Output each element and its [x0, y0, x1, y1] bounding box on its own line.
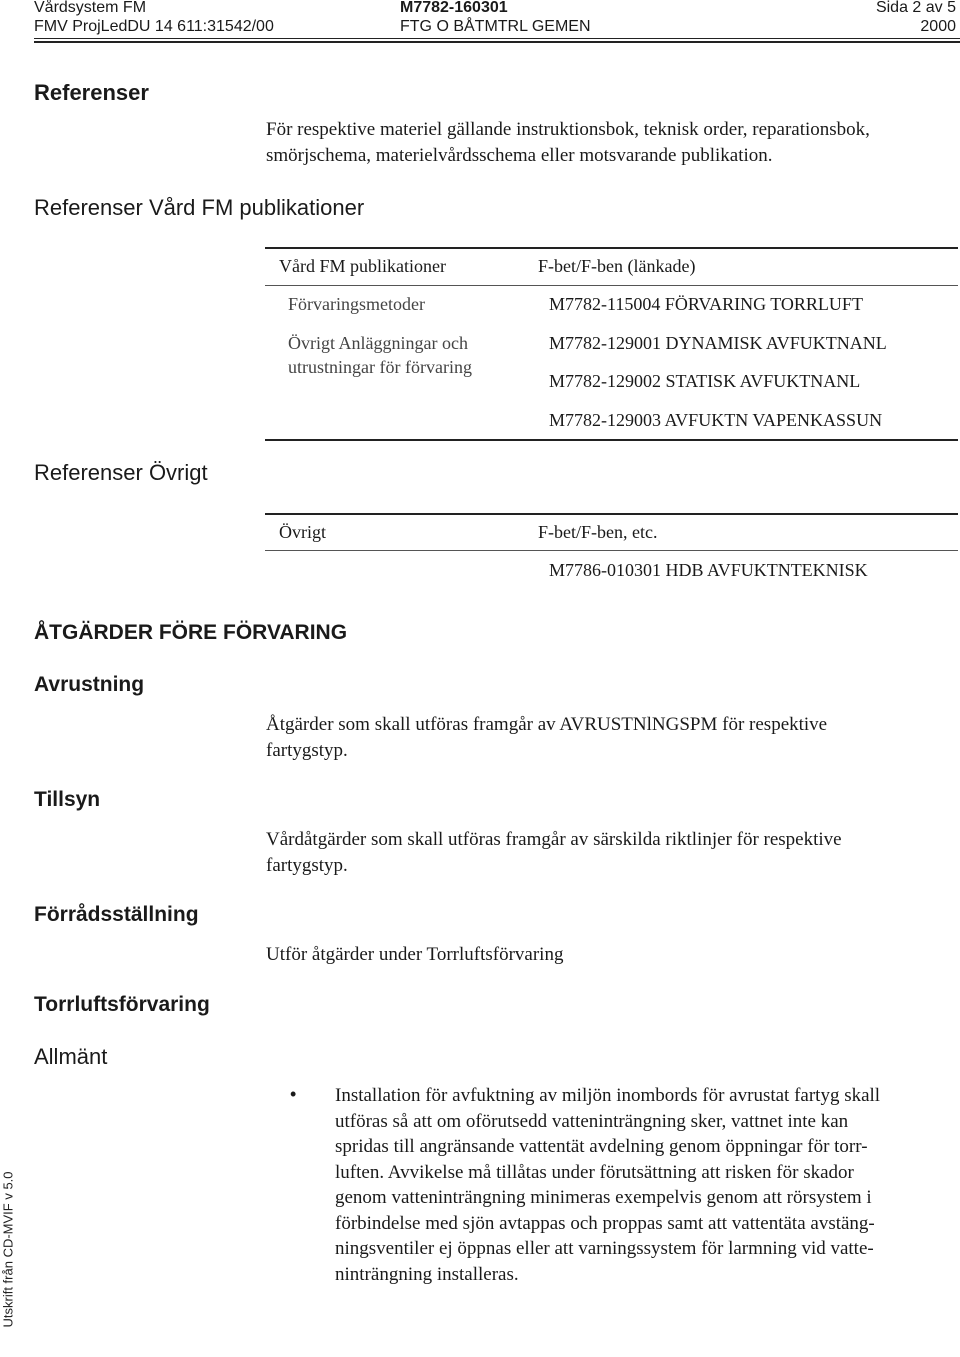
header-center	[400, 0, 591, 36]
referenser-heading: Referenser	[34, 80, 149, 105]
header-document-id: M7782-160301	[400, 0, 508, 16]
header-left	[34, 0, 274, 36]
print-source-label: Utskrift från CD-MVIF v 5.0	[0, 1171, 16, 1328]
bullet-icon: •	[290, 1084, 297, 1104]
referenser-text-line: smörjschema, materielvårdsschema eller motsvarande publikation.	[266, 145, 773, 166]
ovrigt-col2-header: F-bet/F-ben, etc.	[538, 522, 658, 542]
bullet-paragraph-line: ningsventiler ej öppnas eller att varningssystem för larmning vid vatte-	[335, 1238, 874, 1259]
referenser-text	[266, 117, 870, 169]
bullet-paragraph-line: utföras så att om oförutsedd vatteninträngning sker, vattnet inte kan	[335, 1110, 849, 1132]
avrustning-heading: Avrustning	[34, 673, 145, 696]
avrustning-text-line: Åtgärder som skall utföras framgår av AVRUSTNlNGSPM för respektive	[266, 714, 828, 735]
vard-fm-col2-header: F-bet/F-ben (länkade)	[538, 256, 696, 276]
atgarder-heading: ÅTGÄRDER FÖRE FÖRVARING	[34, 621, 348, 644]
tillsyn-text-line: fartygstyp.	[266, 855, 348, 876]
ovrigt-heading: Referenser Övrigt	[34, 460, 208, 485]
header-project-ref: FMV ProjLedDU 14 611:31542/00	[34, 18, 274, 35]
header-right	[876, 0, 956, 36]
vard-fm-publication-link[interactable]: M7782-129002 STATISK AVFUKTNANL	[549, 371, 861, 391]
vard-fm-publication-link[interactable]: M7782-129001 DYNAMISK AVFUKTNANL	[549, 333, 887, 353]
bullet-paragraph-line: luften. Avvikelse må tillåtas under förutsättning att risken för skador	[335, 1161, 854, 1183]
avrustning-text-line: fartygstyp.	[266, 740, 348, 761]
ovrigt-col1-header: Övrigt	[279, 522, 326, 542]
forradsstallning-heading: Förrådsställning	[34, 903, 199, 926]
bullet-paragraph-line: genom vatteninträngning minimeras exempelvis genom att rörsystem i	[335, 1187, 872, 1208]
allmant-heading: Allmänt	[34, 1044, 108, 1069]
vard-fm-left-item: utrustningar för förvaring	[288, 357, 472, 377]
vard-fm-left-item: Övrigt Anläggningar och	[288, 333, 468, 353]
vard-fm-heading: Referenser Vård FM publikationer	[34, 195, 365, 220]
ovrigt-table-top-rule	[265, 513, 958, 515]
tillsyn-heading: Tillsyn	[34, 788, 101, 811]
forradsstallning-text: Utför åtgärder under Torrluftsförvaring	[266, 944, 564, 965]
tillsyn-text-line: Vårdåtgärder som skall utföras framgår av särskilda riktlinjer för respektive	[266, 829, 842, 850]
tillsyn-text	[266, 827, 842, 879]
vard-fm-col1-header: Vård FM publikationer	[279, 256, 446, 276]
header-divider-thick	[34, 41, 960, 43]
header-page-number: Sida 2 av 5	[875, 0, 956, 16]
vard-fm-left-item: Förvaringsmetoder	[288, 294, 425, 314]
bullet-paragraph-line: förbindelse med sjön avtappas och proppas samt att vattentäta avstäng-	[335, 1212, 875, 1234]
vard-fm-table-bottom-rule	[265, 439, 958, 441]
header-document-title: FTG O BÅTMTRL GEMEN	[400, 18, 591, 35]
header-system-name: Vårdsystem FM	[34, 0, 147, 16]
bullet-paragraph-line: spridas till angränsande vattentät avdelning genom öppningar för torr-	[335, 1136, 868, 1157]
torrluft-bullet-paragraph	[335, 1083, 953, 1287]
referenser-text-line: För respektive materiel gällande instruktionsbok, teknisk order, reparationsbok,	[266, 119, 870, 140]
vard-fm-header-rule	[265, 285, 958, 286]
header-year: 2000	[920, 18, 956, 35]
header-divider-thin	[34, 38, 960, 39]
bullet-paragraph-line: Installation för avfuktning av miljön inombords för avrustat fartyg skall	[335, 1085, 881, 1106]
vard-fm-publication-link[interactable]: M7782-115004 FÖRVARING TORRLUFT	[549, 294, 863, 314]
vard-fm-publication-link[interactable]: M7782-129003 AVFUKTN VAPENKASSUN	[549, 410, 883, 430]
ovrigt-publication-link[interactable]: M7786-010301 HDB AVFUKTNTEKNISK	[549, 560, 868, 580]
vard-fm-table-top-rule	[265, 247, 958, 249]
avrustning-text	[266, 712, 827, 764]
bullet-paragraph-line: ninträngning installeras.	[335, 1263, 519, 1285]
torrluft-heading: Torrluftsförvaring	[34, 993, 210, 1016]
ovrigt-header-rule	[265, 550, 958, 551]
